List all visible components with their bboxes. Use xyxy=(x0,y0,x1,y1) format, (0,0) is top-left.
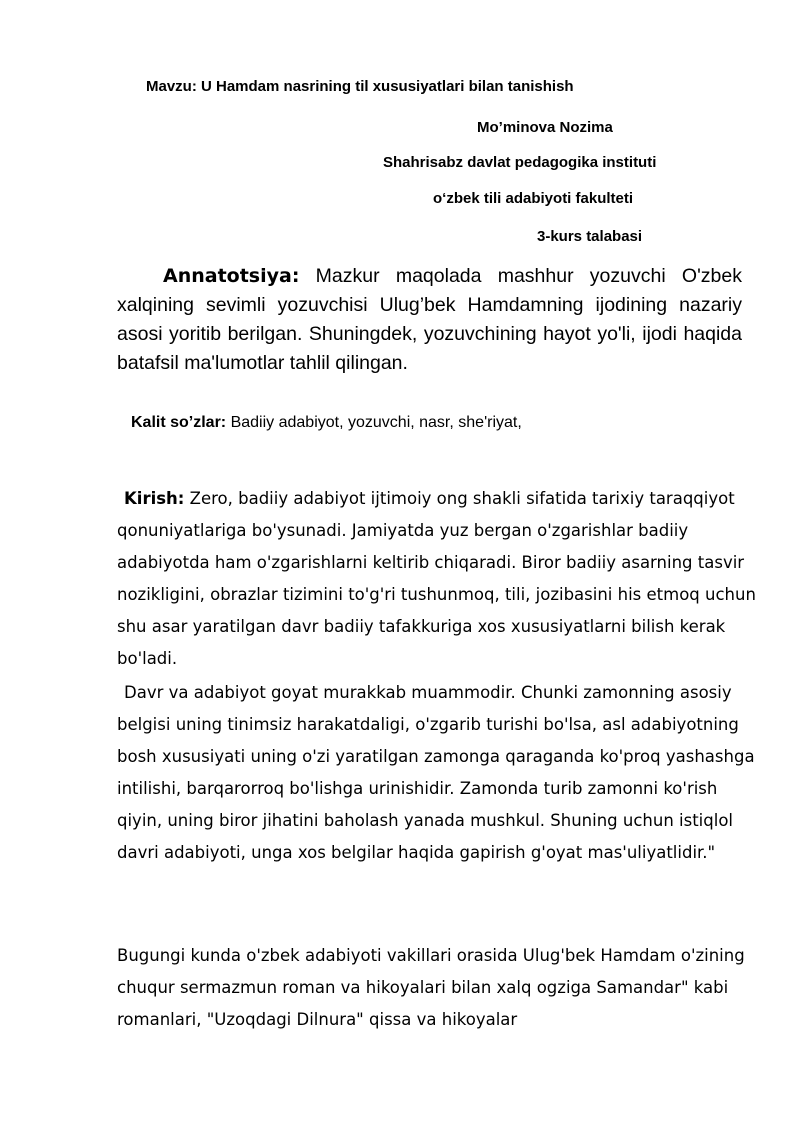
introduction-label: Kirish: xyxy=(124,489,185,508)
annotation-paragraph xyxy=(117,262,742,378)
author-course: 3-kurs talabasi xyxy=(537,228,643,245)
annotation-text: Mazkur maqolada mashhur yozuvchi O'zbek xalqining sevimli yozuvchisi Ulug’bek Hamdamning ijodining nazariy asosi yoritib berilgan. Shuningdek, yozuvchining hayot yo'li, ijodi haqida batafsil ma'lumotlar tahlil qilingan. xyxy=(117,265,742,374)
introduction-text: Zero, badiiy adabiyot ijtimoiy ong shakli sifatida tarixiy taraqqiyot qonuniyatlariga bo'ysunadi. Jamiyatda yuz bergan o'zgarishlar badiiy adabiyotda ham o'zgarishlarni keltirib chiqaradi. Biror badiiy asarning tasvir nozikligini, obrazlar tizimini to'g'ri tushunmoq, tili, jozibasini his etmoq uchun shu asar yaratilgan davr badiiy tafakkuriga xos xususiyatlarni bilish kerak bo'ladi. xyxy=(117,489,756,668)
keywords-line xyxy=(131,414,522,432)
body-paragraph-davr: Davr va adabiyot goyat murakkab muammodir. Chunki zamonning asosiy belgisi uning tinimsiz harakatdaligi, o'zgarib turishi bo'lsa, asl adabiyotning bosh xususiyati uning o'zi yaratilgan zamonga qaraganda ko'proq yashashga intilishi, barqarorroq bo'lishga urinishidir. Zamonda turib zamonni ko'rish qiyin, uning biror jihatini baholash yanada mushkul. Shuning uchun istiqlol davri adabiyoti, unga xos belgilar haqida gapirish g'oyat mas'uliyatlidir." xyxy=(117,683,755,862)
annotation-label: Annatotsiya: xyxy=(163,265,300,287)
article-topic: Mavzu: U Hamdam nasrining til xususiyatlari bilan tanishish xyxy=(146,78,574,95)
author-name: Mo’minova Nozima xyxy=(477,119,613,136)
introduction-paragraph xyxy=(117,483,757,675)
body-paragraph-bugungi: Bugungi kunda o'zbek adabiyoti vakillari orasida Ulug'bek Hamdam o'zining chuqur sermazmun roman va hikoyalari bilan xalq ogziga Samandar" kabi romanlari, "Uzoqdagi Dilnura" qissa va hikoyalar xyxy=(117,946,745,1029)
author-faculty: o‘zbek tili adabiyoti fakulteti xyxy=(433,190,634,207)
keywords-label: Kalit so’zlar: xyxy=(131,414,227,431)
keywords-text: Badiiy adabiyot, yozuvchi, nasr, she'riyat, xyxy=(226,414,522,431)
author-institute: Shahrisabz davlat pedagogika instituti xyxy=(383,154,657,171)
